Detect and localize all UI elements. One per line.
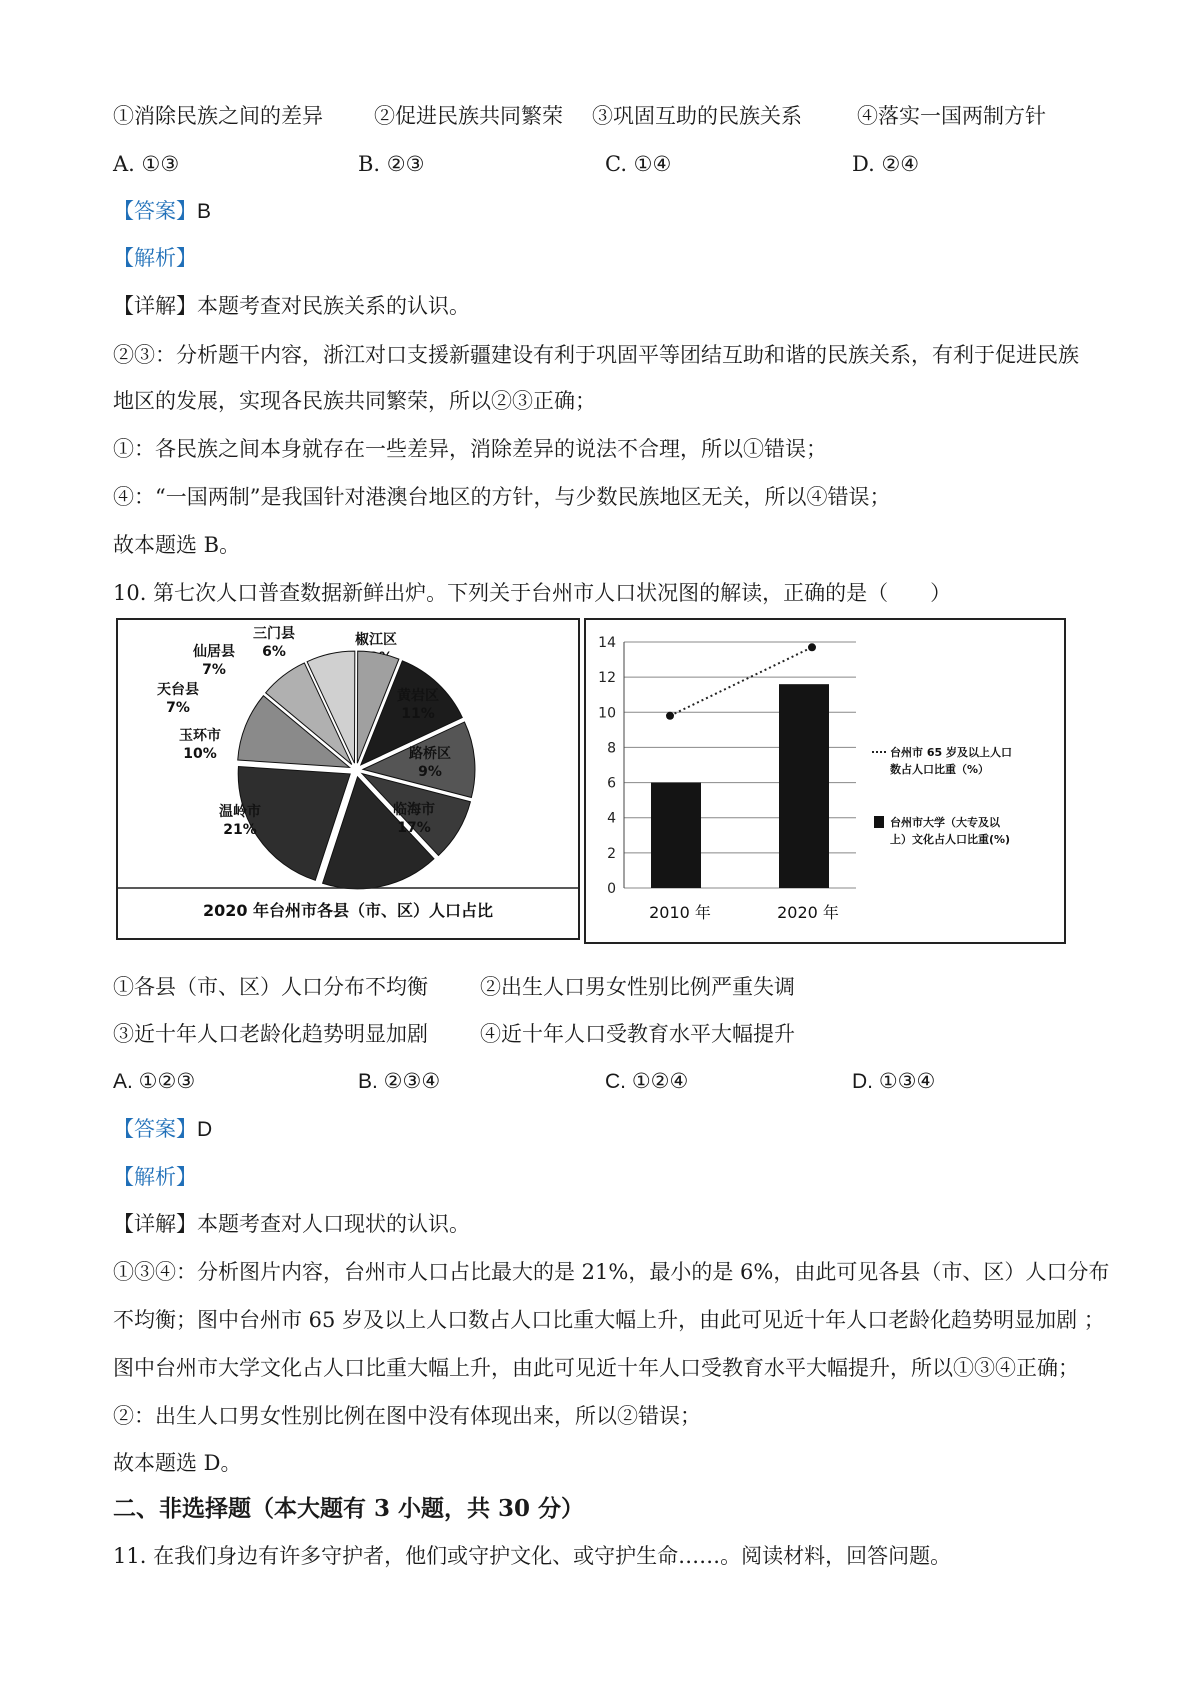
q9-para-1a: ②③：分析题干内容，浙江对口支援新疆建设有利于巩固平等团结互助和谐的民族关系，有利于促进民族 xyxy=(113,343,1079,367)
q9-option-d: D. ②④ xyxy=(852,152,920,176)
pie-slice-label: 天台县 xyxy=(157,682,199,698)
pie-slice-label: 玉环市 xyxy=(179,728,221,744)
q9-analysis-label: 【解析】 xyxy=(113,246,197,270)
q9-para-3: ④：“一国两制”是我国针对港澳台地区的方针，与少数民族地区无关，所以④错误； xyxy=(113,485,891,509)
q10-figure xyxy=(116,618,1068,944)
q9-answer: 【答案】B xyxy=(113,199,212,223)
q9-statement-2: ②促进民族共同繁荣 xyxy=(374,104,563,128)
q10-option-b: B. ②③④ xyxy=(358,1070,441,1093)
q10-statement-1: ①各县（市、区）人口分布不均衡 xyxy=(113,975,428,999)
q10-para-1a: ①③④：分析图片内容，台州市人口占比最大的是 21%，最小的是 6%，由此可见各县（市、区）人口分布 xyxy=(113,1260,1110,1284)
pie-slice-percent: 7% xyxy=(202,662,226,678)
line-point-1 xyxy=(666,712,674,720)
bar-chart-panel xyxy=(584,618,1066,944)
q10-option-d: D. ①③④ xyxy=(852,1070,936,1093)
q10-option-a: A. ①②③ xyxy=(113,1070,196,1093)
q10-para-3: 故本题选 D。 xyxy=(113,1451,242,1475)
pie-slice-label: 路桥区 xyxy=(409,746,451,762)
pie-slice-percent: 21% xyxy=(223,822,257,838)
q10-analysis-label: 【解析】 xyxy=(113,1165,197,1189)
q10-statement-3: ③近十年人口老龄化趋势明显加剧 xyxy=(113,1022,428,1046)
q9-option-a: A. ①③ xyxy=(113,152,180,176)
q9-para-1b: 地区的发展，实现各民族共同繁荣，所以②③正确； xyxy=(113,389,596,413)
line-point-2 xyxy=(808,643,816,651)
q10-para-2: ②：出生人口男女性别比例在图中没有体现出来，所以②错误； xyxy=(113,1404,701,1428)
q10-answer: 【答案】D xyxy=(113,1117,213,1141)
q9-statement-3: ③巩固互助的民族关系 xyxy=(592,104,802,128)
y-tick-label: 8 xyxy=(607,740,616,757)
pie-chart xyxy=(118,620,578,938)
y-tick-label: 12 xyxy=(598,670,616,687)
bar-line-chart xyxy=(586,620,1064,942)
q10-para-1b: 不均衡；图中台州市 65 岁及以上人口数占人口比重大幅上升，由此可见近十年人口老龄化趋势明显加剧 ； xyxy=(113,1308,1105,1332)
legend-bar-text: 台州市大学（大专及以 xyxy=(890,816,1000,829)
pie-slice-percent: 6% xyxy=(262,644,286,660)
y-tick-label: 6 xyxy=(607,775,616,792)
pie-slice-percent: 7% xyxy=(166,700,190,716)
pie-title: 2020 年台州市各县（市、区）人口占比 xyxy=(202,901,494,920)
q9-para-4: 故本题选 B。 xyxy=(113,533,241,557)
q11-stem: 11. 在我们身边有许多守护者，他们或守护文化、或守护生命……。阅读材料，回答问题。 xyxy=(113,1544,952,1568)
pie-slice-label: 黄岩区 xyxy=(397,688,439,704)
x-tick-label: 2020 年 xyxy=(777,903,839,922)
x-tick-label: 2010 年 xyxy=(649,903,711,922)
q10-stem: 10. 第七次人口普查数据新鲜出炉。下列关于台州市人口状况图的解读，正确的是（ ） xyxy=(113,581,952,605)
pie-slice-label: 温岭市 xyxy=(219,804,261,820)
pie-slice-label: 椒江区 xyxy=(355,632,397,648)
y-tick-label: 10 xyxy=(598,705,616,722)
pie-slice-percent: 10% xyxy=(183,746,217,762)
pie-slice-percent: 9% xyxy=(418,764,442,780)
legend-bar-text: 上）文化占人口比重(%) xyxy=(890,833,1011,846)
q10-option-c: C. ①②④ xyxy=(605,1070,689,1093)
q10-detail: 【详解】本题考查对人口现状的认识。 xyxy=(113,1212,470,1236)
y-tick-label: 4 xyxy=(607,810,616,827)
legend-line-text: 数占人口比重（%） xyxy=(890,763,990,776)
y-tick-label: 2 xyxy=(607,845,616,862)
pie-slice-label: 临海市 xyxy=(393,802,435,818)
y-tick-label: 14 xyxy=(598,635,616,651)
section-heading: 二、非选择题（本大题有 3 小题，共 30 分） xyxy=(113,1495,585,1522)
q9-option-c: C. ①④ xyxy=(605,152,672,176)
pie-slice-percent: 11% xyxy=(401,706,435,722)
legend-bar-marker xyxy=(874,816,884,828)
q10-para-1c: 图中台州市大学文化占人口比重大幅上升，由此可见近十年人口受教育水平大幅提升，所以①③④正确； xyxy=(113,1356,1079,1380)
q9-statement-1: ①消除民族之间的差异 xyxy=(113,104,323,128)
q9-option-b: B. ②③ xyxy=(358,152,425,176)
bar-2 xyxy=(779,684,829,888)
y-tick-label: 0 xyxy=(607,881,616,897)
q9-detail: 【详解】本题考查对民族关系的认识。 xyxy=(113,294,470,318)
pie-chart-panel xyxy=(116,618,580,940)
q10-statement-2: ②出生人口男女性别比例严重失调 xyxy=(480,975,795,999)
q9-statement-4: ④落实一国两制方针 xyxy=(857,104,1046,128)
q9-para-2: ①：各民族之间本身就存在一些差异，消除差异的说法不合理，所以①错误； xyxy=(113,437,827,461)
q10-statement-4: ④近十年人口受教育水平大幅提升 xyxy=(480,1022,795,1046)
pie-slice-label: 仙居县 xyxy=(193,644,235,660)
pie-slice-label: 三门县 xyxy=(253,626,295,642)
pie-slice-percent: 17% xyxy=(397,820,431,836)
bar-1 xyxy=(651,783,701,888)
legend-line-text: 台州市 65 岁及以上人口 xyxy=(890,746,1012,759)
